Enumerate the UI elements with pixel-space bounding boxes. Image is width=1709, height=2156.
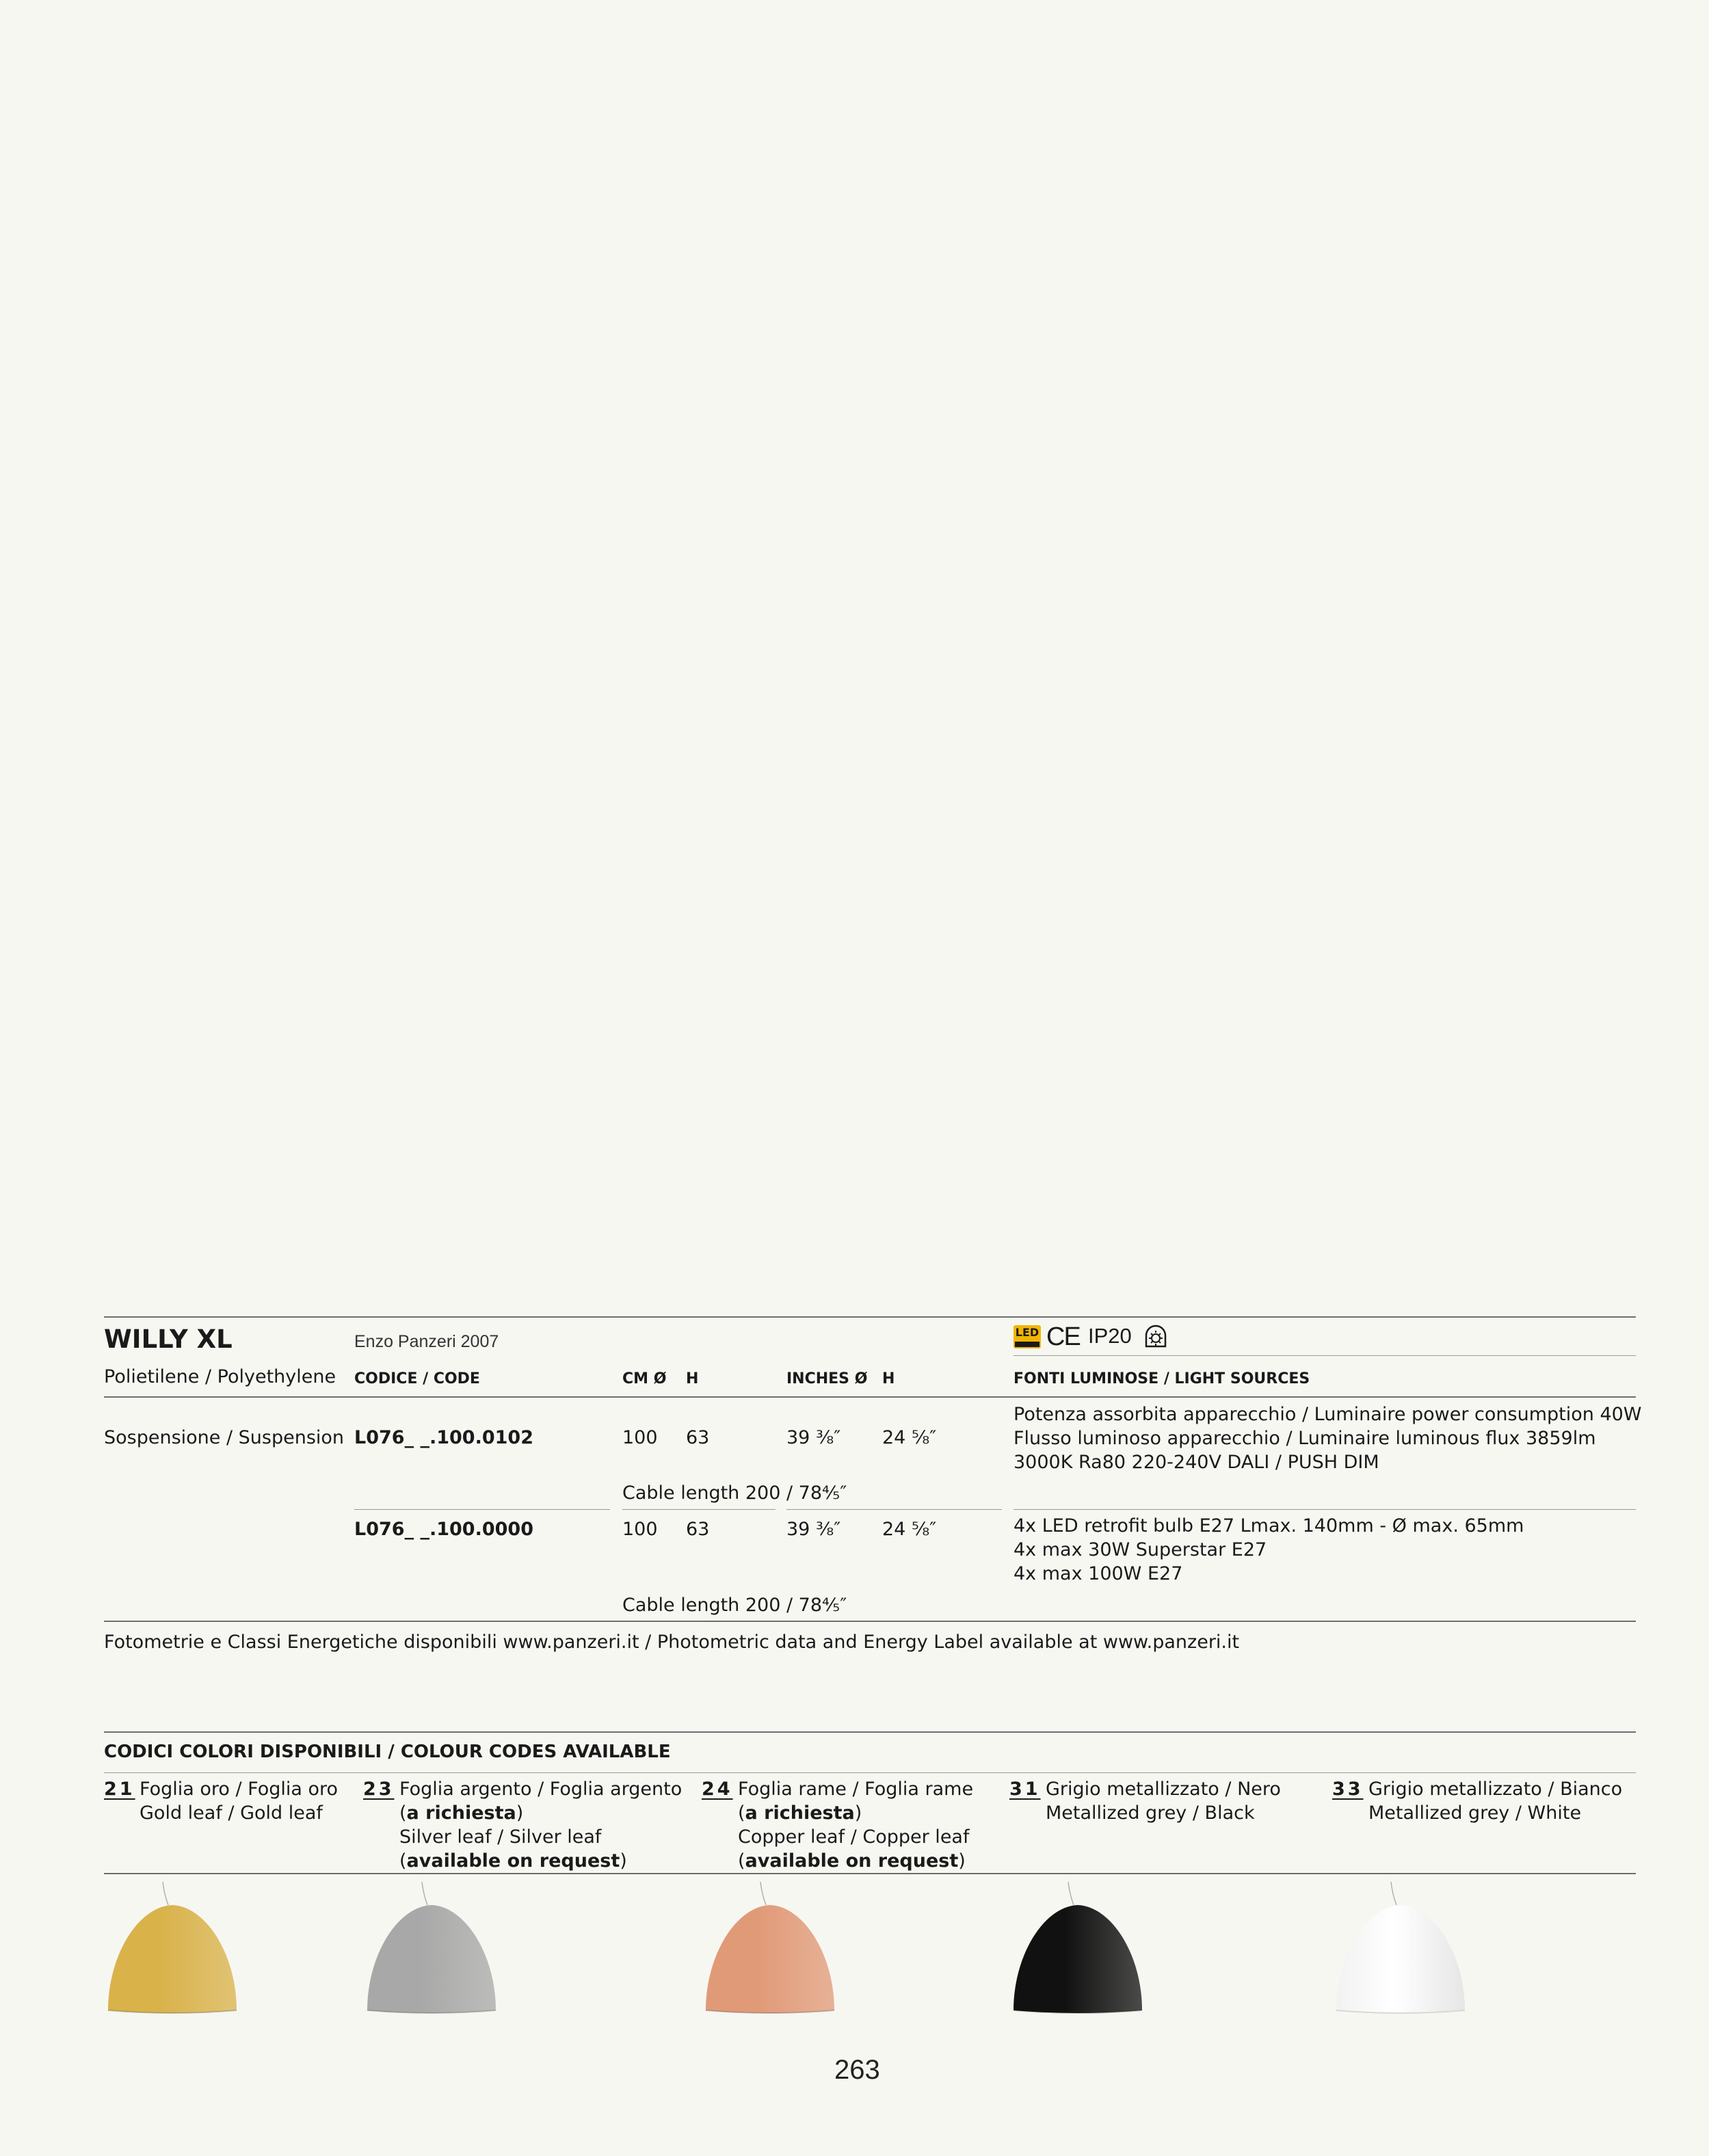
- lamp-shade: [1014, 1905, 1142, 2013]
- colour-heading-rule: [104, 1772, 1636, 1773]
- availability-note-it: (a richiesta): [738, 1802, 862, 1824]
- availability-note-it: (a richiesta): [399, 1802, 524, 1824]
- ce-mark-icon: CE: [1046, 1322, 1080, 1351]
- light-source-line: 3000K Ra80 220-240V DALI / PUSH DIM: [1014, 1452, 1379, 1473]
- light-source-line: 4x LED retrofit bulb E27 Lmax. 140mm - Ø max. 65mm: [1014, 1515, 1524, 1536]
- colour-code: 33: [1332, 1779, 1364, 1800]
- colour-top-rule: [104, 1731, 1636, 1733]
- lamp-swatch-white: [1332, 1880, 1469, 2017]
- colour-name-en: Metallized grey / White: [1368, 1802, 1582, 1824]
- lamp-cable: [760, 1882, 766, 1905]
- cable-length: Cable length 200 / 78⅘″: [622, 1595, 847, 1616]
- colour-name-it: Foglia argento / Foglia argento: [399, 1779, 683, 1800]
- product-name: WILLY XL: [104, 1325, 233, 1354]
- row-rule: [622, 1509, 776, 1510]
- table-row-inch-height: 24 ⅝″: [882, 1427, 937, 1448]
- lamp-shade: [1336, 1905, 1465, 2013]
- lamp-swatch-black: [1009, 1880, 1146, 2017]
- cable-length: Cable length 200 / 78⅘″: [622, 1482, 847, 1504]
- table-row-cm-height: 63: [686, 1519, 710, 1540]
- header-cm-height: H: [686, 1370, 699, 1387]
- light-source-line: 4x max 100W E27: [1014, 1563, 1183, 1584]
- colour-code: 31: [1009, 1779, 1041, 1800]
- table-row-cm-diameter: 100: [622, 1427, 658, 1448]
- lamp-shade: [108, 1905, 237, 2013]
- availability-note-en: (available on request): [738, 1850, 966, 1872]
- colour-name-en: Silver leaf / Silver leaf: [399, 1826, 602, 1848]
- lamp-cable: [1391, 1882, 1396, 1905]
- row-rule: [786, 1509, 1002, 1510]
- header-code: CODICE / CODE: [354, 1370, 480, 1387]
- table-row-code: L076_ _.100.0102: [354, 1427, 533, 1448]
- colour-name-it: Grigio metallizzato / Nero: [1046, 1779, 1281, 1800]
- lamp-shade: [367, 1905, 496, 2013]
- colour-name-en: Metallized grey / Black: [1046, 1802, 1255, 1824]
- lamp-cable: [422, 1882, 427, 1905]
- row-rule: [354, 1509, 610, 1510]
- led-badge-icon: [1014, 1325, 1041, 1348]
- table-bottom-rule: [104, 1621, 1636, 1622]
- header-cm-diameter: CM Ø: [622, 1370, 667, 1387]
- header-inch-diameter: INCHES Ø: [786, 1370, 868, 1387]
- designer-credit: Enzo Panzeri 2007: [354, 1332, 499, 1351]
- lamp-swatch-gold: [104, 1880, 241, 2017]
- cert-rule: [1014, 1355, 1636, 1356]
- header-rule: [104, 1396, 1636, 1398]
- thermal-protection-icon: [1143, 1325, 1168, 1349]
- led-badge-label: LED: [1015, 1326, 1039, 1339]
- colour-code: 21: [104, 1779, 135, 1800]
- table-row-cm-height: 63: [686, 1427, 710, 1448]
- light-source-line: Flusso luminoso apparecchio / Luminaire luminous flux 3859lm: [1014, 1428, 1596, 1449]
- light-source-line: Potenza assorbita apparecchio / Luminaire power consumption 40W: [1014, 1404, 1642, 1425]
- colour-name-it: Foglia rame / Foglia rame: [738, 1779, 974, 1800]
- table-row-inch-height: 24 ⅝″: [882, 1519, 937, 1540]
- lamp-swatch-copper: [702, 1880, 838, 2017]
- top-rule: [104, 1316, 1636, 1318]
- table-row-inch-diameter: 39 ⅜″: [786, 1427, 841, 1448]
- colour-code: 24: [702, 1779, 733, 1800]
- lamp-shade: [706, 1905, 834, 2013]
- light-source-line: 4x max 30W Superstar E27: [1014, 1539, 1267, 1560]
- table-row-code: L076_ _.100.0000: [354, 1519, 533, 1540]
- lamp-swatch-silver: [363, 1880, 500, 2017]
- ip-rating: IP20: [1088, 1324, 1132, 1348]
- mount-type: Sospensione / Suspension: [104, 1427, 345, 1448]
- availability-note-en: (available on request): [399, 1850, 627, 1872]
- lamp-cable: [163, 1882, 168, 1905]
- table-row-inch-diameter: 39 ⅜″: [786, 1519, 841, 1540]
- row-rule: [1014, 1509, 1636, 1510]
- colour-name-en: Gold leaf / Gold leaf: [140, 1802, 323, 1824]
- footnote: Fotometrie e Classi Energetiche disponibili www.panzeri.it / Photometric data and Energy Label available at www.panzeri.it: [104, 1632, 1240, 1653]
- lamp-cable: [1068, 1882, 1074, 1905]
- colour-name-en: Copper leaf / Copper leaf: [738, 1826, 970, 1848]
- colour-code: 23: [363, 1779, 395, 1800]
- material-label: Polietilene / Polyethylene: [104, 1366, 336, 1387]
- colour-bottom-rule: [104, 1873, 1636, 1874]
- header-inch-height: H: [882, 1370, 895, 1387]
- header-light-sources: FONTI LUMINOSE / LIGHT SOURCES: [1014, 1370, 1310, 1387]
- table-row-cm-diameter: 100: [622, 1519, 658, 1540]
- colour-name-it: Foglia oro / Foglia oro: [140, 1779, 339, 1800]
- page-number: 263: [834, 2055, 880, 2085]
- colour-name-it: Grigio metallizzato / Bianco: [1368, 1779, 1623, 1800]
- colour-codes-heading: CODICI COLORI DISPONIBILI / COLOUR CODES AVAILABLE: [104, 1742, 671, 1762]
